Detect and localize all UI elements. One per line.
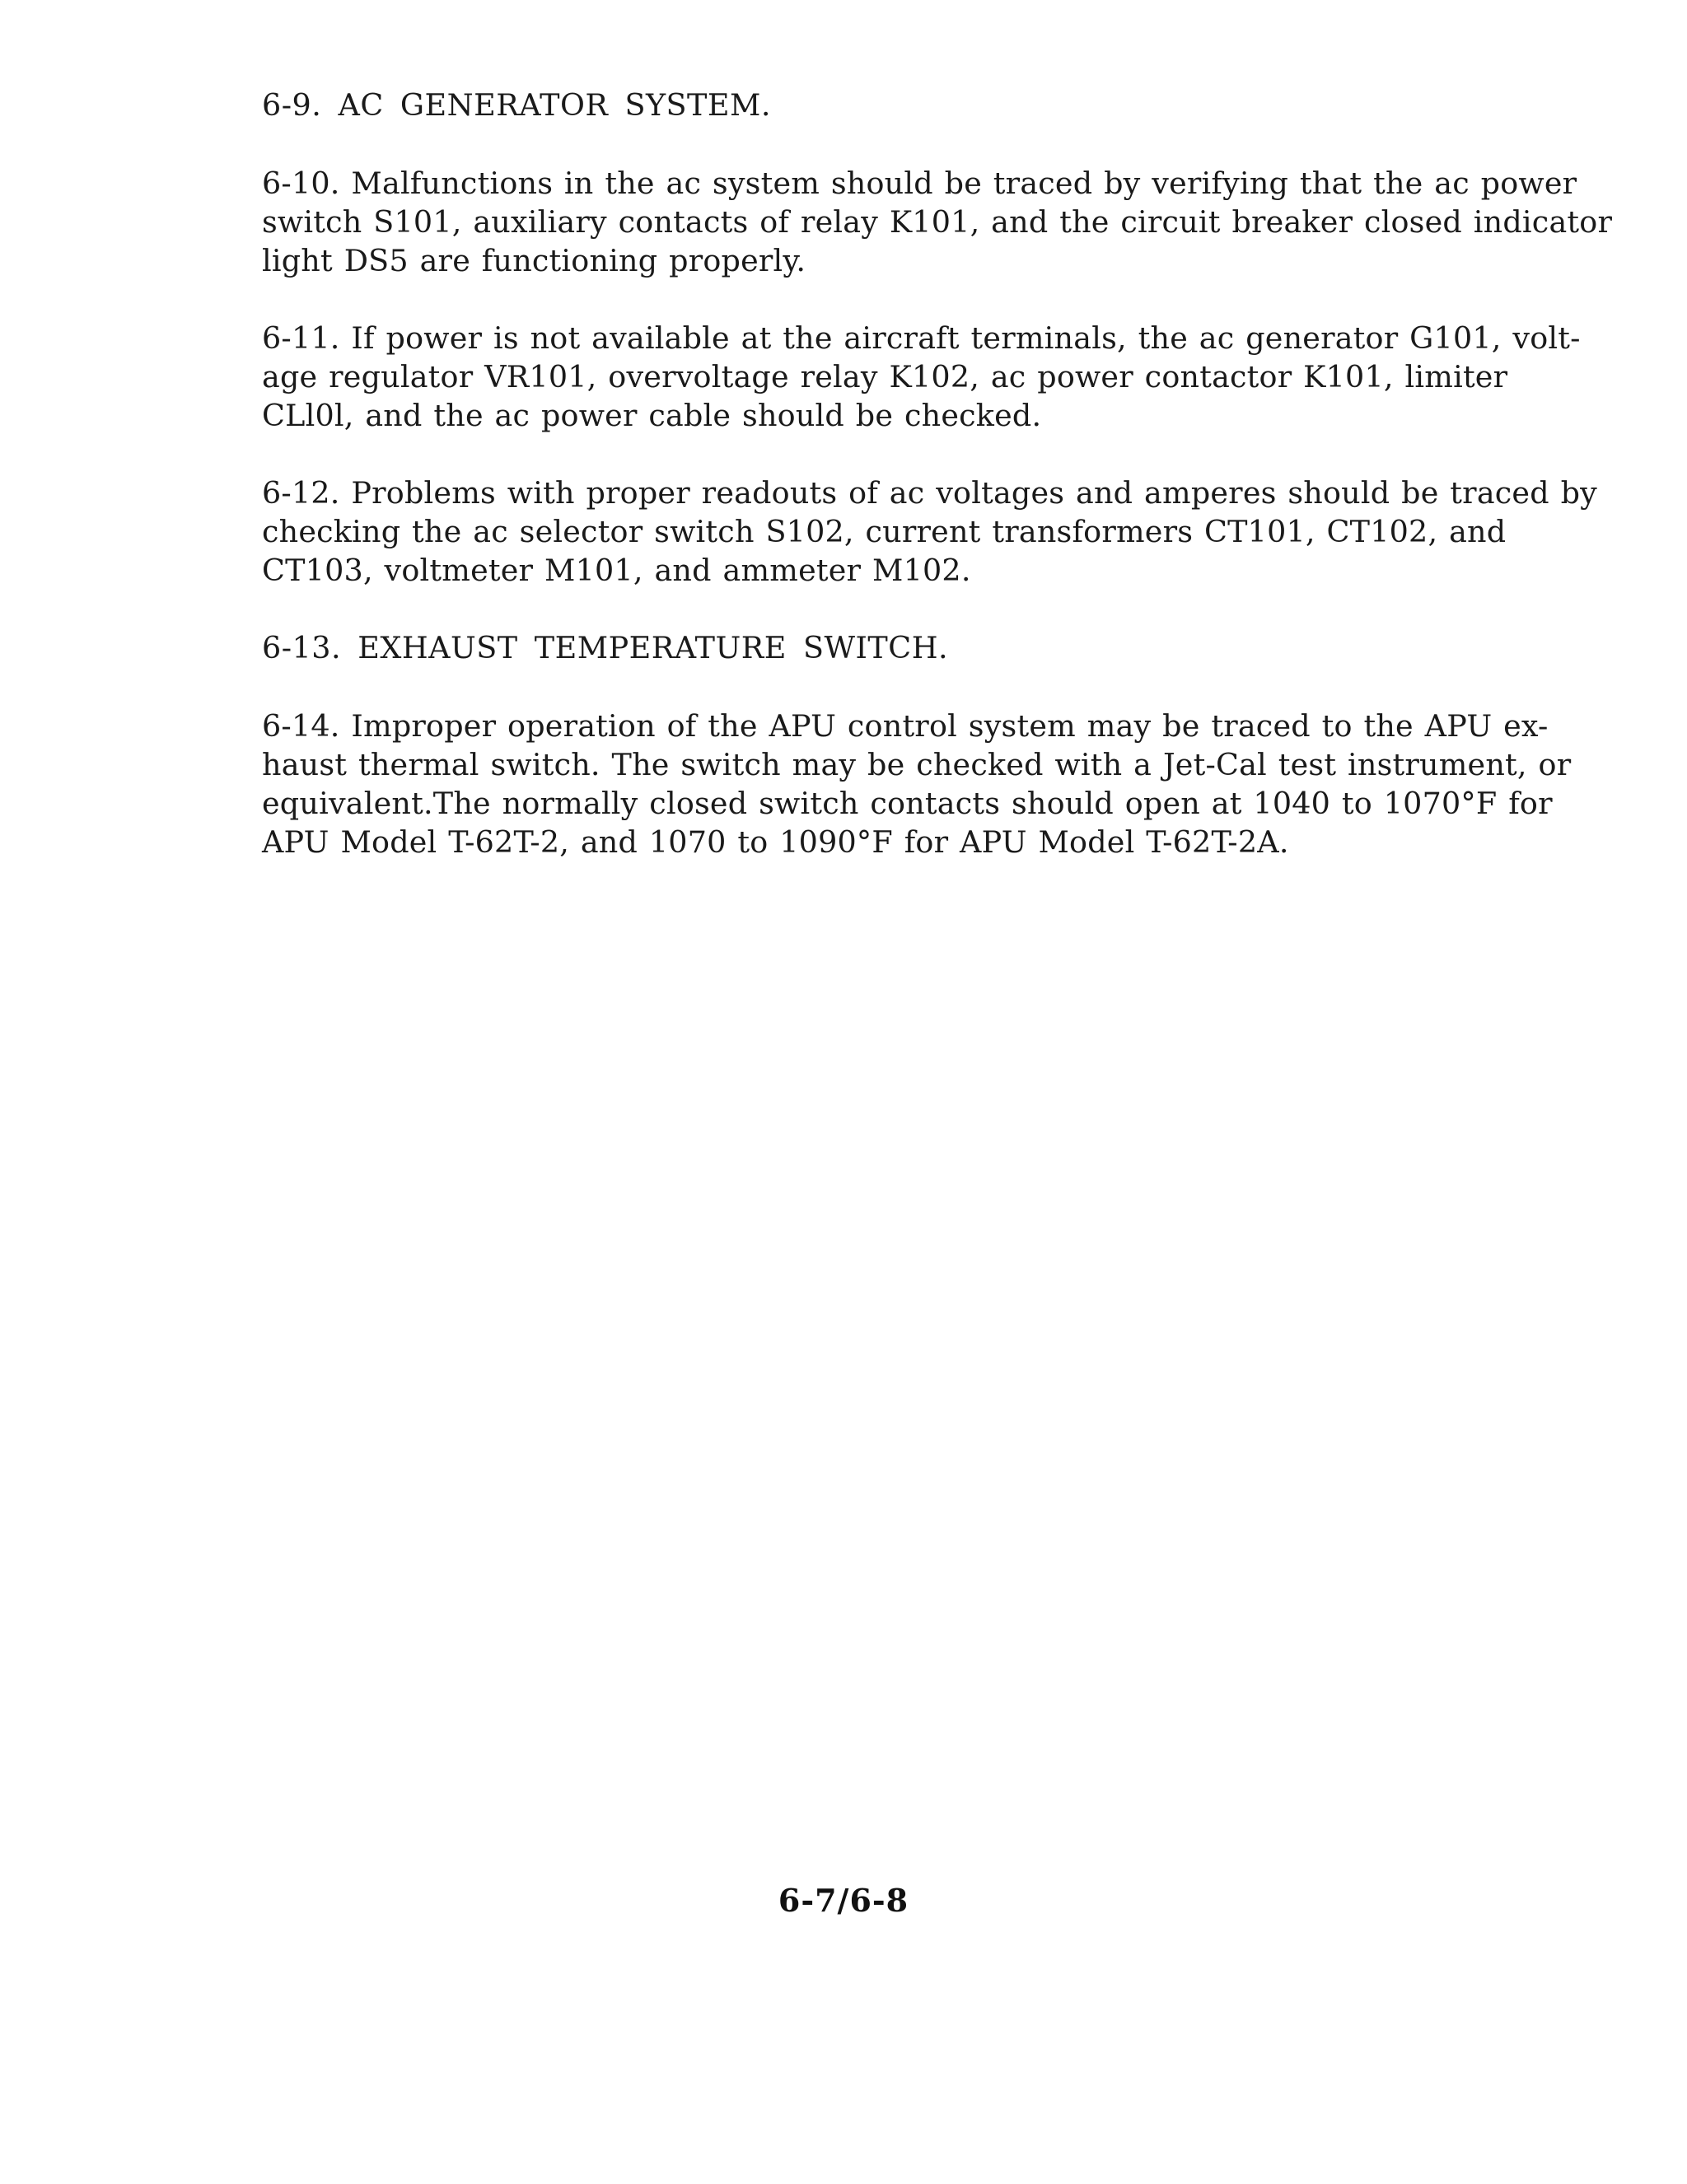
section-heading-ac-generator-system: 6-9. AC GENERATOR SYSTEM. [262,87,772,123]
paragraph-6-10 [262,164,1613,280]
paragraph-line: light DS5 are functioning properly. [262,243,806,278]
paragraph-line: age regulator VR101, overvoltage relay K102, ac power contactor K101, limiter [262,359,1508,394]
paragraph-line: 6-14. Improper operation of the APU control system may be traced to the APU ex- [262,708,1549,744]
paragraph-6-12 [262,474,1597,590]
page-number: 6-7/6-8 [778,1882,909,1919]
paragraph-line: CT103, voltmeter M101, and ammeter M102. [262,553,971,588]
paragraph-line: 6-12. Problems with proper readouts of ac voltages and amperes should be traced by [262,475,1597,511]
paragraph-6-11 [262,319,1581,435]
paragraph-line: checking the ac selector switch S102, current transformers CT101, CT102, and [262,514,1507,549]
section-heading-exhaust-temperature-switch: 6-13. EXHAUST TEMPERATURE SWITCH. [262,630,949,665]
paragraph-line: 6-10. Malfunctions in the ac system should be traced by verifying that the ac power [262,166,1577,201]
paragraph-line: switch S101, auxiliary contacts of relay K101, and the circuit breaker closed indicator [262,204,1613,240]
paragraph-line: equivalent.The normally closed switch contacts should open at 1040 to 1070°F for [262,786,1553,821]
paragraph-line: APU Model T-62T-2, and 1070 to 1090°F for APU Model T-62T-2A. [262,824,1289,860]
paragraph-line: 6-11. If power is not available at the aircraft terminals, the ac generator G101, volt- [262,320,1581,356]
paragraph-line: haust thermal switch. The switch may be checked with a Jet-Cal test instrument, or [262,747,1572,782]
paragraph-6-14 [262,707,1572,861]
paragraph-line: CLl0l, and the ac power cable should be checked. [262,398,1042,433]
